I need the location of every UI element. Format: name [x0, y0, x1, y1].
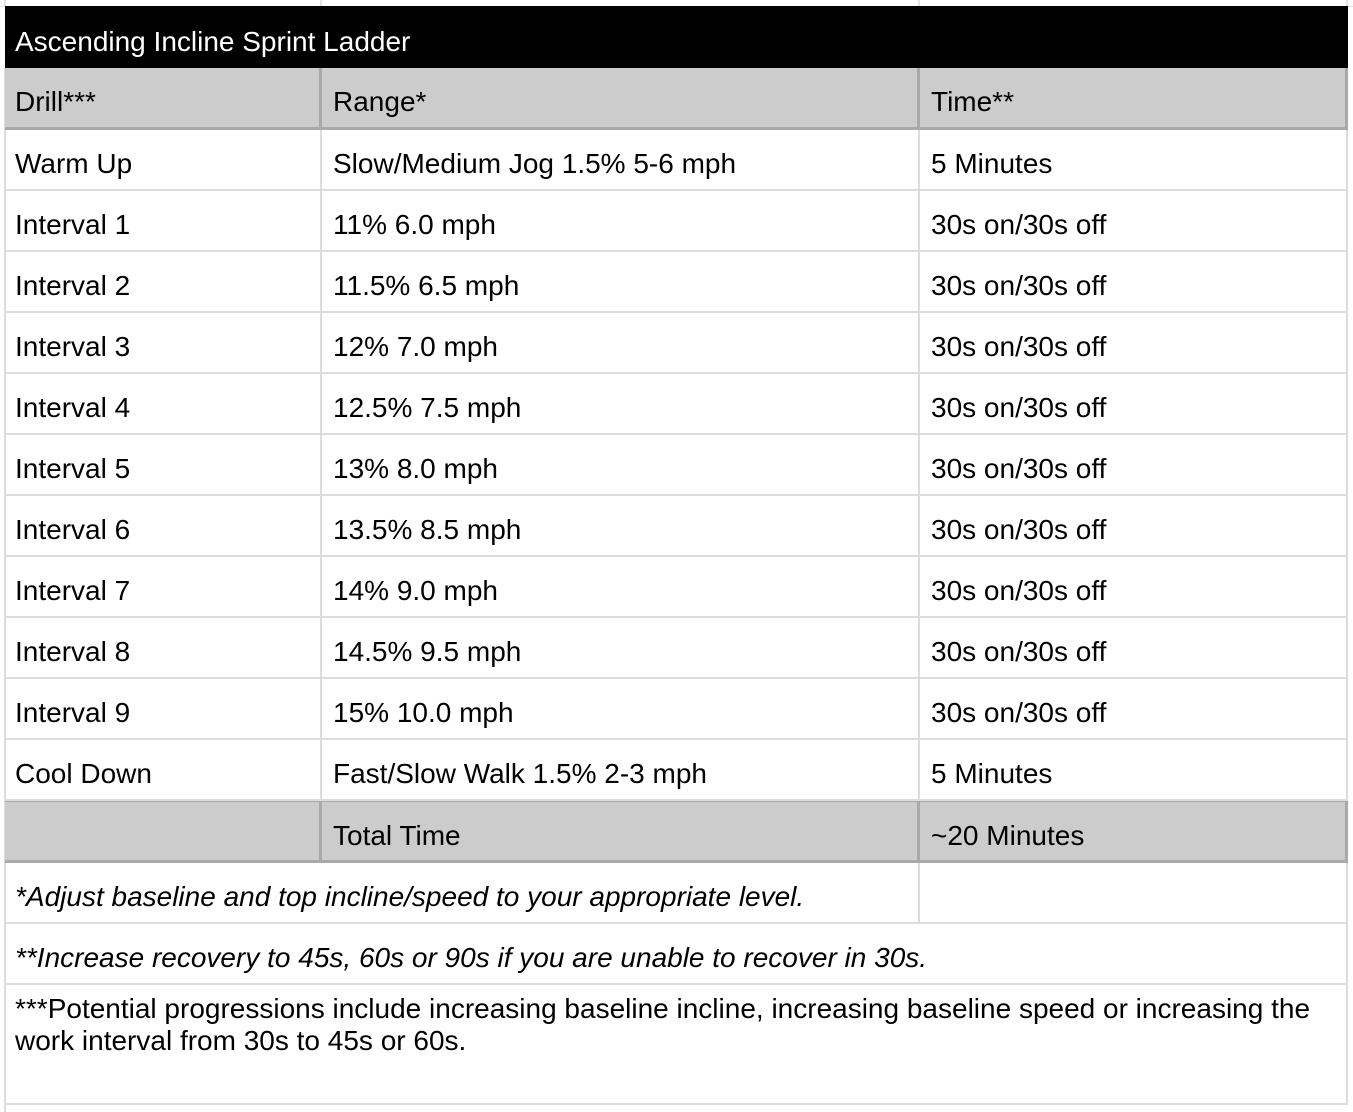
- time-cell[interactable]: 30s on/30s off: [920, 191, 1348, 250]
- drill-cell[interactable]: Cool Down: [5, 740, 322, 799]
- table-row: [5, 496, 1348, 557]
- time-cell[interactable]: 30s on/30s off: [920, 313, 1348, 372]
- header-row: [5, 68, 1348, 130]
- drill-cell[interactable]: Interval 7: [5, 557, 322, 616]
- header-cell-range[interactable]: Range*: [322, 68, 920, 127]
- range-cell[interactable]: Slow/Medium Jog 1.5% 5-6 mph: [322, 130, 920, 189]
- drill-cell[interactable]: Interval 6: [5, 496, 322, 555]
- table-row: [5, 618, 1348, 679]
- table-row: [5, 130, 1348, 191]
- drill-cell[interactable]: Interval 1: [5, 191, 322, 250]
- total-value-cell[interactable]: ~20 Minutes: [920, 802, 1348, 860]
- time-cell[interactable]: 30s on/30s off: [920, 435, 1348, 494]
- note-empty-cell[interactable]: [920, 863, 1348, 922]
- note-row: [5, 863, 1348, 924]
- total-empty-cell[interactable]: [5, 802, 322, 860]
- range-cell[interactable]: 13% 8.0 mph: [322, 435, 920, 494]
- table-title: Ascending Incline Sprint Ladder: [15, 26, 411, 57]
- table-row: [5, 679, 1348, 740]
- header-cell-drill[interactable]: Drill***: [5, 68, 322, 127]
- drill-cell[interactable]: Interval 8: [5, 618, 322, 677]
- table-title-cell[interactable]: [5, 6, 1348, 68]
- range-cell[interactable]: Fast/Slow Walk 1.5% 2-3 mph: [322, 740, 920, 799]
- time-cell[interactable]: 30s on/30s off: [920, 496, 1348, 555]
- time-cell[interactable]: 30s on/30s off: [920, 374, 1348, 433]
- range-cell[interactable]: 13.5% 8.5 mph: [322, 496, 920, 555]
- header-cell-time[interactable]: Time**: [920, 68, 1348, 127]
- workout-table: [5, 68, 1348, 1105]
- note-recovery[interactable]: **Increase recovery to 45s, 60s or 90s if you are unable to recover in 30s.: [5, 924, 1348, 983]
- time-cell[interactable]: 5 Minutes: [920, 130, 1348, 189]
- range-cell[interactable]: 12.5% 7.5 mph: [322, 374, 920, 433]
- range-cell[interactable]: 11.5% 6.5 mph: [322, 252, 920, 311]
- drill-cell[interactable]: Interval 4: [5, 374, 322, 433]
- range-cell[interactable]: 14.5% 9.5 mph: [322, 618, 920, 677]
- range-cell[interactable]: 12% 7.0 mph: [322, 313, 920, 372]
- table-row: [5, 740, 1348, 801]
- note-row: [5, 924, 1348, 985]
- time-cell[interactable]: 5 Minutes: [920, 740, 1348, 799]
- total-label-cell[interactable]: Total Time: [322, 802, 920, 860]
- drill-cell[interactable]: Interval 3: [5, 313, 322, 372]
- range-cell[interactable]: 14% 9.0 mph: [322, 557, 920, 616]
- table-row: [5, 435, 1348, 496]
- drill-cell[interactable]: Warm Up: [5, 130, 322, 189]
- note-incline-speed[interactable]: *Adjust baseline and top incline/speed to your appropriate level.: [5, 863, 920, 922]
- table-row: [5, 313, 1348, 374]
- time-cell[interactable]: 30s on/30s off: [920, 557, 1348, 616]
- time-cell[interactable]: 30s on/30s off: [920, 252, 1348, 311]
- range-cell[interactable]: 15% 10.0 mph: [322, 679, 920, 738]
- table-row: [5, 252, 1348, 313]
- table-row: [5, 557, 1348, 618]
- note-progressions[interactable]: ***Potential progressions include increasing baseline incline, increasing baseline speed or increasing the work interval from 30s to 45s or 60s.: [5, 985, 1348, 1105]
- time-cell[interactable]: 30s on/30s off: [920, 679, 1348, 738]
- time-cell[interactable]: 30s on/30s off: [920, 618, 1348, 677]
- range-cell[interactable]: 11% 6.0 mph: [322, 191, 920, 250]
- drill-cell[interactable]: Interval 5: [5, 435, 322, 494]
- drill-cell[interactable]: Interval 9: [5, 679, 322, 738]
- table-row: [5, 374, 1348, 435]
- table-row: [5, 191, 1348, 252]
- total-row: [5, 801, 1348, 863]
- drill-cell[interactable]: Interval 2: [5, 252, 322, 311]
